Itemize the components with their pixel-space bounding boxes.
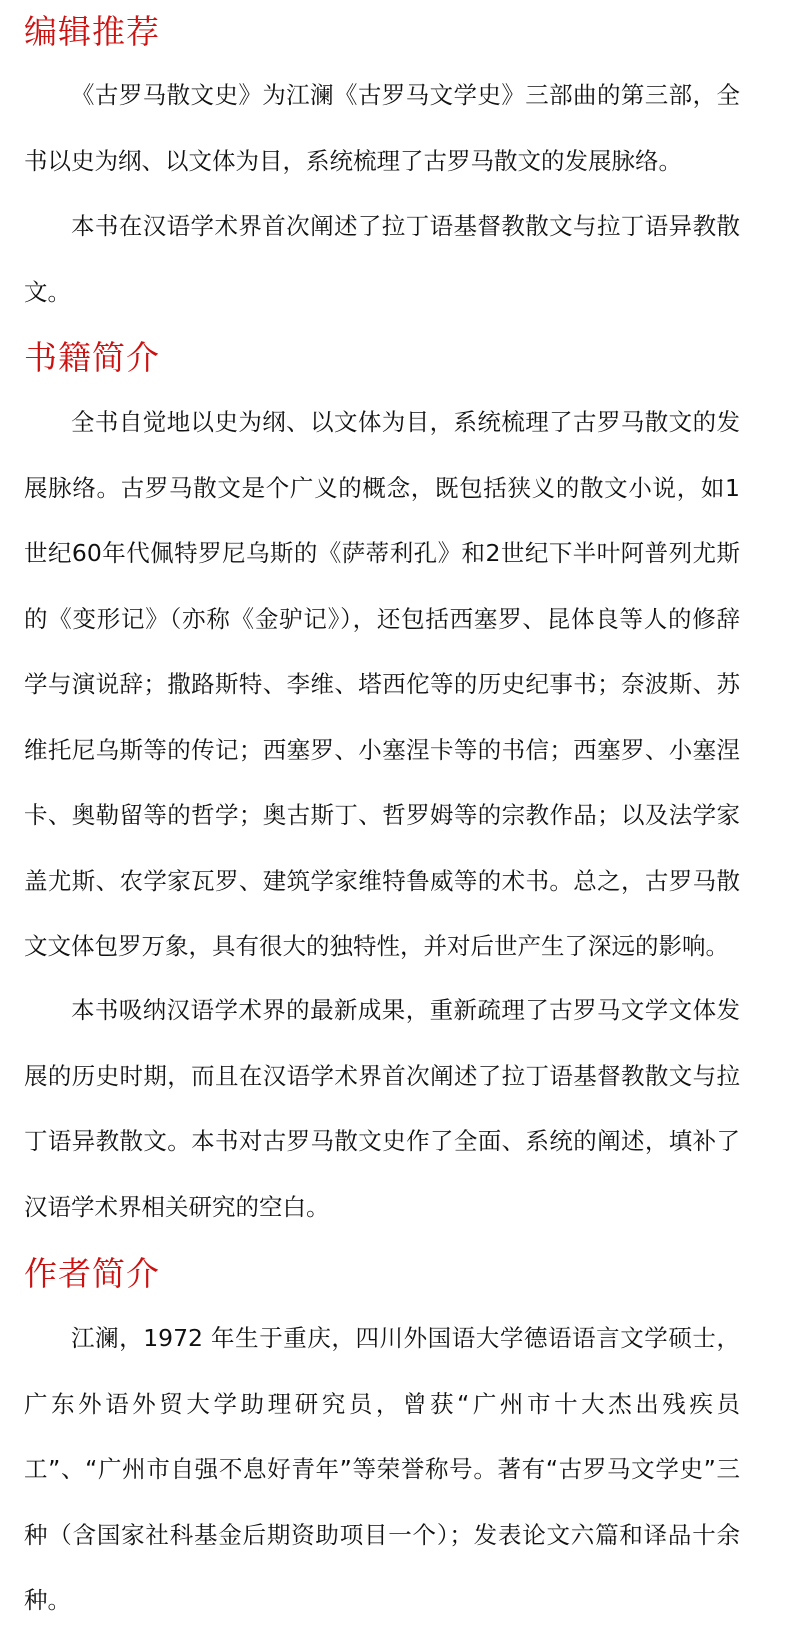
section-title-author-introduction: 作者简介 — [24, 1254, 160, 1293]
author-introduction-paragraph: 江澜，1972 年生于重庆，四川外国语大学德语语言文学硕士，广东外语外贸大学助理研究员，曾获“广州市十大杰出残疾员工”、“广州市自强不息好青年”等荣誉称号。著有“古罗马文学史”三种（含国家社科基金后期资助项目一个）；发表论文六篇和译品十余种。 — [24, 1324, 740, 1614]
section-title-book-introduction: 书籍简介 — [24, 338, 160, 377]
book-introduction-paragraph: 全书自觉地以史为纲、以文体为目，系统梳理了古罗马散文的发展脉络。古罗马散文是个广义的概念，既包括狭义的散文小说，如1世纪60年代佩特罗尼乌斯的《萨蒂利孔》和2世纪下半叶阿普列尤斯的《变形记》（亦称《金驴记》），还包括西塞罗、昆体良等人的修辞学与演说辞；撒路斯特、李维、塔西佗等的历史纪事书；奈波斯、苏维托尼乌斯等的传记；西塞罗、小塞涅卡等的书信；西塞罗、小塞涅卡、奥勒留等的哲学；奥古斯丁、哲罗姆等的宗教作品；以及法学家盖尤斯、农学家瓦罗、建筑学家维特鲁威等的术书。总之，古罗马散文文体包罗万象，具有很大的独特性，并对后世产生了深远的影响。 — [24, 408, 740, 960]
editor-recommendation-paragraph: 《古罗马散文史》为江澜《古罗马文学史》三部曲的第三部，全书以史为纲、以文体为目，系统梳理了古罗马散文的发展脉络。 — [24, 81, 740, 175]
editor-recommendation-paragraph: 本书在汉语学术界首次阐述了拉丁语基督教散文与拉丁语异教散文。 — [24, 212, 740, 306]
section-title-editor-recommendation: 编辑推荐 — [24, 12, 160, 51]
book-introduction-paragraph: 本书吸纳汉语学术界的最新成果，重新疏理了古罗马文学文体发展的历史时期，而且在汉语学术界首次阐述了拉丁语基督教散文与拉丁语异教散文。本书对古罗马散文史作了全面、系统的阐述，填补了汉语学术界相关研究的空白。 — [24, 996, 740, 1221]
